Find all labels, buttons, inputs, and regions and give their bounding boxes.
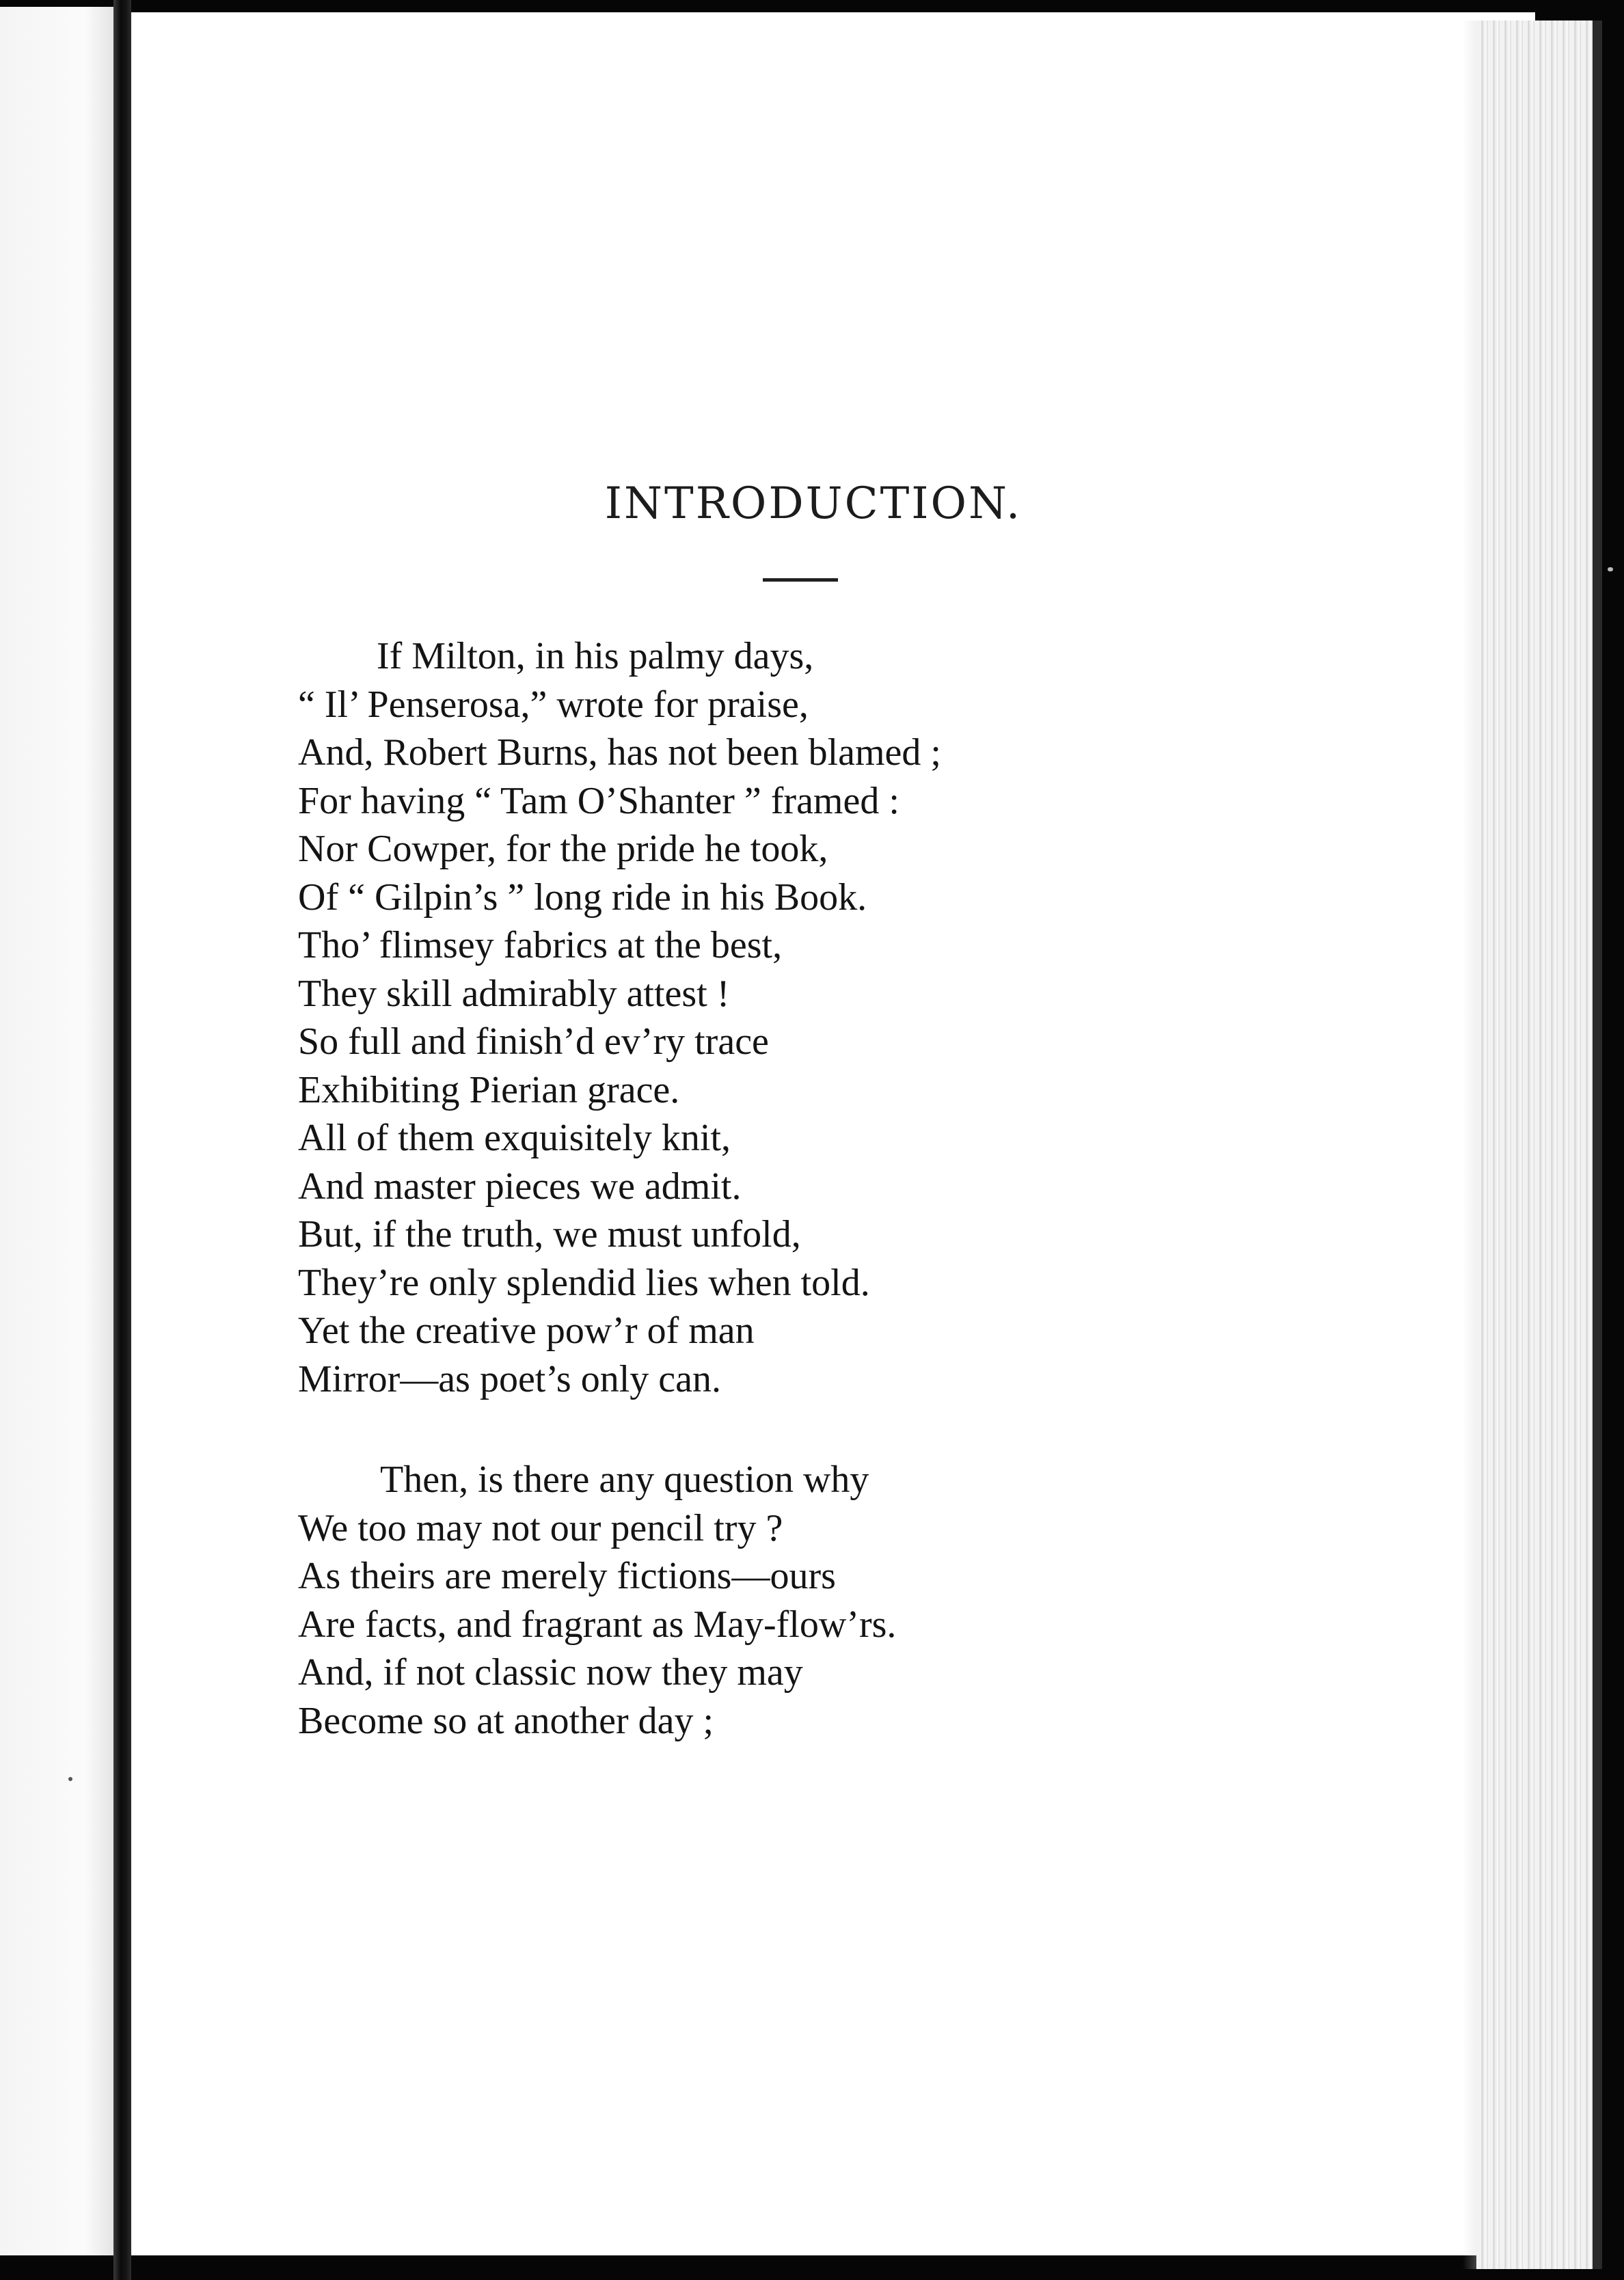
poem-line: But, if the truth, we must unfold,	[298, 1213, 801, 1256]
poem-line: Of “ Gilpin’s ” long ride in his Book.	[298, 876, 867, 919]
poem-line: If Milton, in his palmy days,	[377, 635, 814, 677]
poem-line: All of them exquisitely knit,	[298, 1117, 731, 1159]
facing-page-edge	[0, 7, 113, 2255]
poem-line: Yet the creative pow’r of man	[298, 1309, 755, 1352]
poem-line: Mirror—as poet’s only can.	[298, 1357, 721, 1400]
scan-speck	[1608, 567, 1613, 571]
poem-stanza-1	[298, 632, 1323, 1403]
poem-line: They’re only splendid lies when told.	[298, 1261, 870, 1304]
poem-line: “ Il’ Penserosa,” wrote for praise,	[298, 683, 809, 726]
poem-line: And, if not classic now they may	[298, 1651, 803, 1694]
poem-line: For having “ Tam O’Shanter ” framed :	[298, 779, 899, 822]
poem-line: We too may not our pencil try ?	[298, 1506, 783, 1549]
poem-line: Exhibiting Pierian grace.	[298, 1068, 680, 1111]
poem-line: Then, is there any question why	[380, 1458, 869, 1501]
poem-stanza-2	[298, 1456, 1323, 1745]
poem-line: Nor Cowper, for the pride he took,	[298, 828, 828, 870]
poem-line: As theirs are merely fictions—ours	[298, 1555, 836, 1597]
poem-line: And master pieces we admit.	[298, 1165, 742, 1208]
poem-line: Become so at another day ;	[298, 1699, 714, 1742]
poem-line: Tho’ flimsey fabrics at the best,	[298, 924, 783, 966]
book-gutter	[113, 0, 131, 2280]
scan-speck	[68, 1777, 72, 1781]
page-title-text: INTRODUCTION.	[604, 478, 1023, 529]
poem-line: They skill admirably attest !	[298, 972, 730, 1015]
poem-line: So full and finish’d ev’ry trace	[298, 1020, 769, 1063]
poem-line: Are facts, and fragrant as May-flow’rs.	[298, 1603, 897, 1646]
page-fore-edge	[1476, 21, 1602, 2269]
poem-line: And, Robert Burns, has not been blamed ;	[298, 731, 941, 774]
title-rule	[763, 578, 838, 582]
